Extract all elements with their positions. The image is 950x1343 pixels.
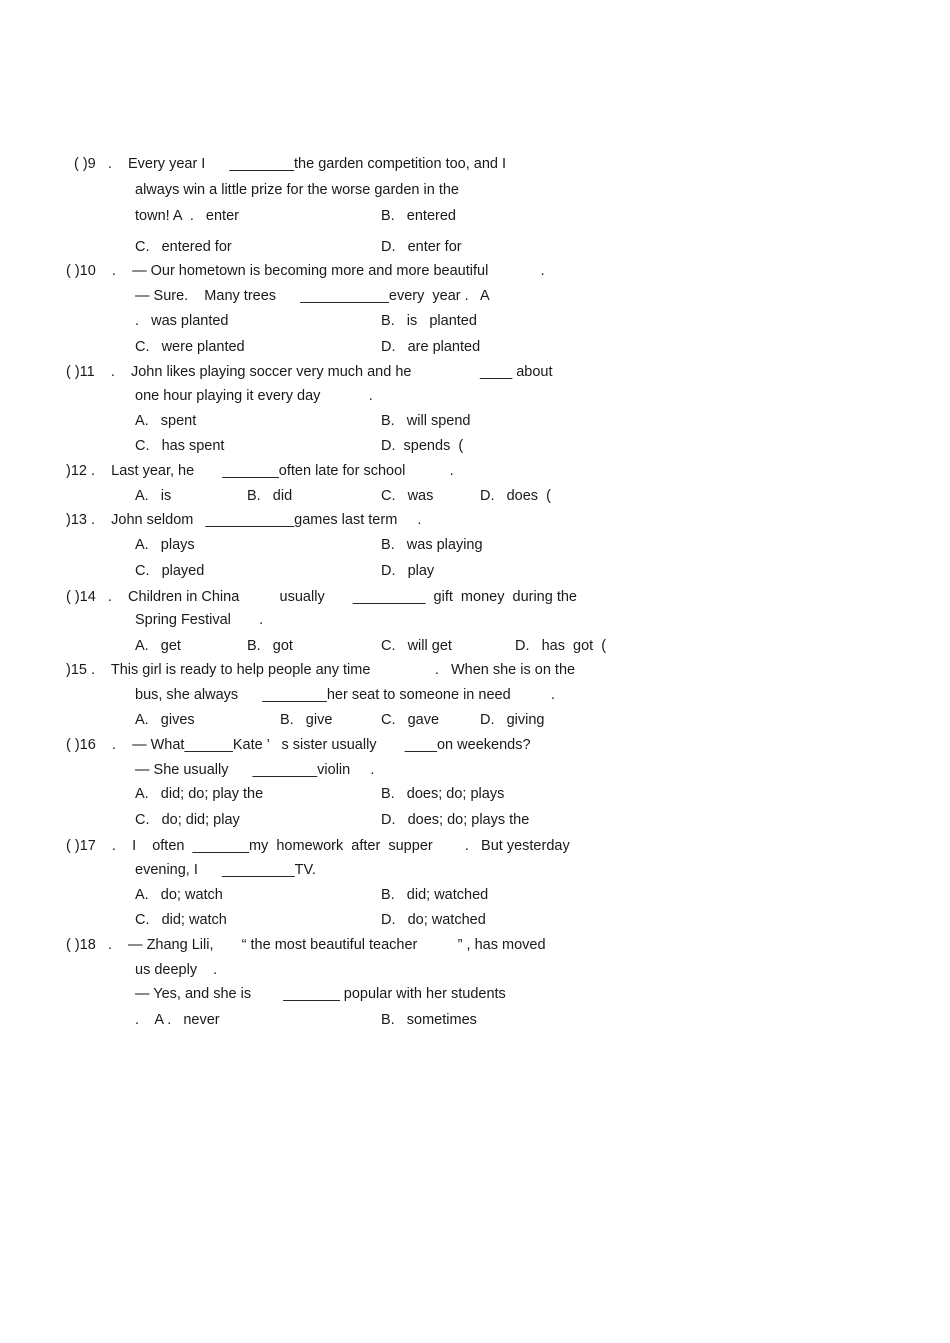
text-line: )15 . This girl is ready to help people any time . When she is on the bbox=[66, 662, 576, 678]
text-line: D. play bbox=[381, 563, 435, 579]
text-line: A. do; watch bbox=[135, 887, 223, 903]
text-line: D. do; watched bbox=[381, 912, 486, 928]
text-line: — Yes, and she is _______ popular with her students bbox=[135, 986, 506, 1002]
text-line: A. did; do; play the bbox=[135, 786, 264, 802]
text-line: B. did bbox=[247, 488, 293, 504]
text-line: — She usually ________violin . bbox=[135, 762, 375, 778]
text-line: B. got bbox=[247, 638, 293, 654]
text-line: town! A . enter bbox=[135, 208, 239, 224]
text-line: B. give bbox=[280, 712, 333, 728]
text-line: B. does; do; plays bbox=[381, 786, 505, 802]
text-line: Spring Festival . bbox=[135, 612, 264, 628]
text-line: ( )17 . I often _______my homework after supper . But yesterday bbox=[66, 838, 570, 854]
text-line: . A . never bbox=[135, 1012, 220, 1028]
text-line: D. spends ( bbox=[381, 438, 464, 454]
text-line: B. did; watched bbox=[381, 887, 489, 903]
text-line: C. entered for bbox=[135, 239, 232, 255]
text-line: )12 . Last year, he _______often late for school . bbox=[66, 463, 454, 479]
text-line: C. gave bbox=[381, 712, 440, 728]
text-line: A. gives bbox=[135, 712, 195, 728]
text-line: B. was playing bbox=[381, 537, 483, 553]
text-line: A. spent bbox=[135, 413, 197, 429]
text-line: A. get bbox=[135, 638, 181, 654]
text-line: D. giving bbox=[480, 712, 545, 728]
text-line: evening, I _________TV. bbox=[135, 862, 316, 878]
text-line: ( )10 . — Our hometown is becoming more and more beautiful . bbox=[66, 263, 545, 279]
text-line: C. has spent bbox=[135, 438, 225, 454]
text-line: C. did; watch bbox=[135, 912, 227, 928]
text-line: us deeply . bbox=[135, 962, 218, 978]
text-line: ( )16 . — What______Kate ’ s sister usually ____on weekends? bbox=[66, 737, 531, 753]
text-line: D. enter for bbox=[381, 239, 462, 255]
text-line: . was planted bbox=[135, 313, 229, 329]
text-line: C. do; did; play bbox=[135, 812, 240, 828]
text-line: D. are planted bbox=[381, 339, 481, 355]
text-line: always win a little prize for the worse garden in the bbox=[135, 182, 459, 198]
text-line: C. will get bbox=[381, 638, 452, 654]
text-line: B. sometimes bbox=[381, 1012, 477, 1028]
text-line: A. is bbox=[135, 488, 172, 504]
text-line: D. has got ( bbox=[515, 638, 607, 654]
text-line: one hour playing it every day . bbox=[135, 388, 373, 404]
text-line: D. does ( bbox=[480, 488, 551, 504]
text-line: C. played bbox=[135, 563, 205, 579]
text-line: D. does; do; plays the bbox=[381, 812, 530, 828]
text-line: — Sure. Many trees ___________every year . A bbox=[135, 288, 490, 304]
text-line: B. is planted bbox=[381, 313, 477, 329]
text-line: C. were planted bbox=[135, 339, 245, 355]
text-line: A. plays bbox=[135, 537, 195, 553]
text-line: )13 . John seldom ___________games last term . bbox=[66, 512, 422, 528]
text-line: ( )18 . — Zhang Lili, “ the most beautiful teacher ” , has moved bbox=[66, 937, 546, 953]
text-line: ( )9 . Every year I ________the garden competition too, and I bbox=[74, 156, 507, 172]
text-line: B. will spend bbox=[381, 413, 471, 429]
text-line: bus, she always ________her seat to someone in need . bbox=[135, 687, 555, 703]
text-line: ( )11 . John likes playing soccer very much and he ____ about bbox=[66, 364, 553, 380]
text-line: ( )14 . Children in China usually _________ gift money during the bbox=[66, 589, 577, 605]
text-line: B. entered bbox=[381, 208, 456, 224]
text-line: C. was bbox=[381, 488, 434, 504]
